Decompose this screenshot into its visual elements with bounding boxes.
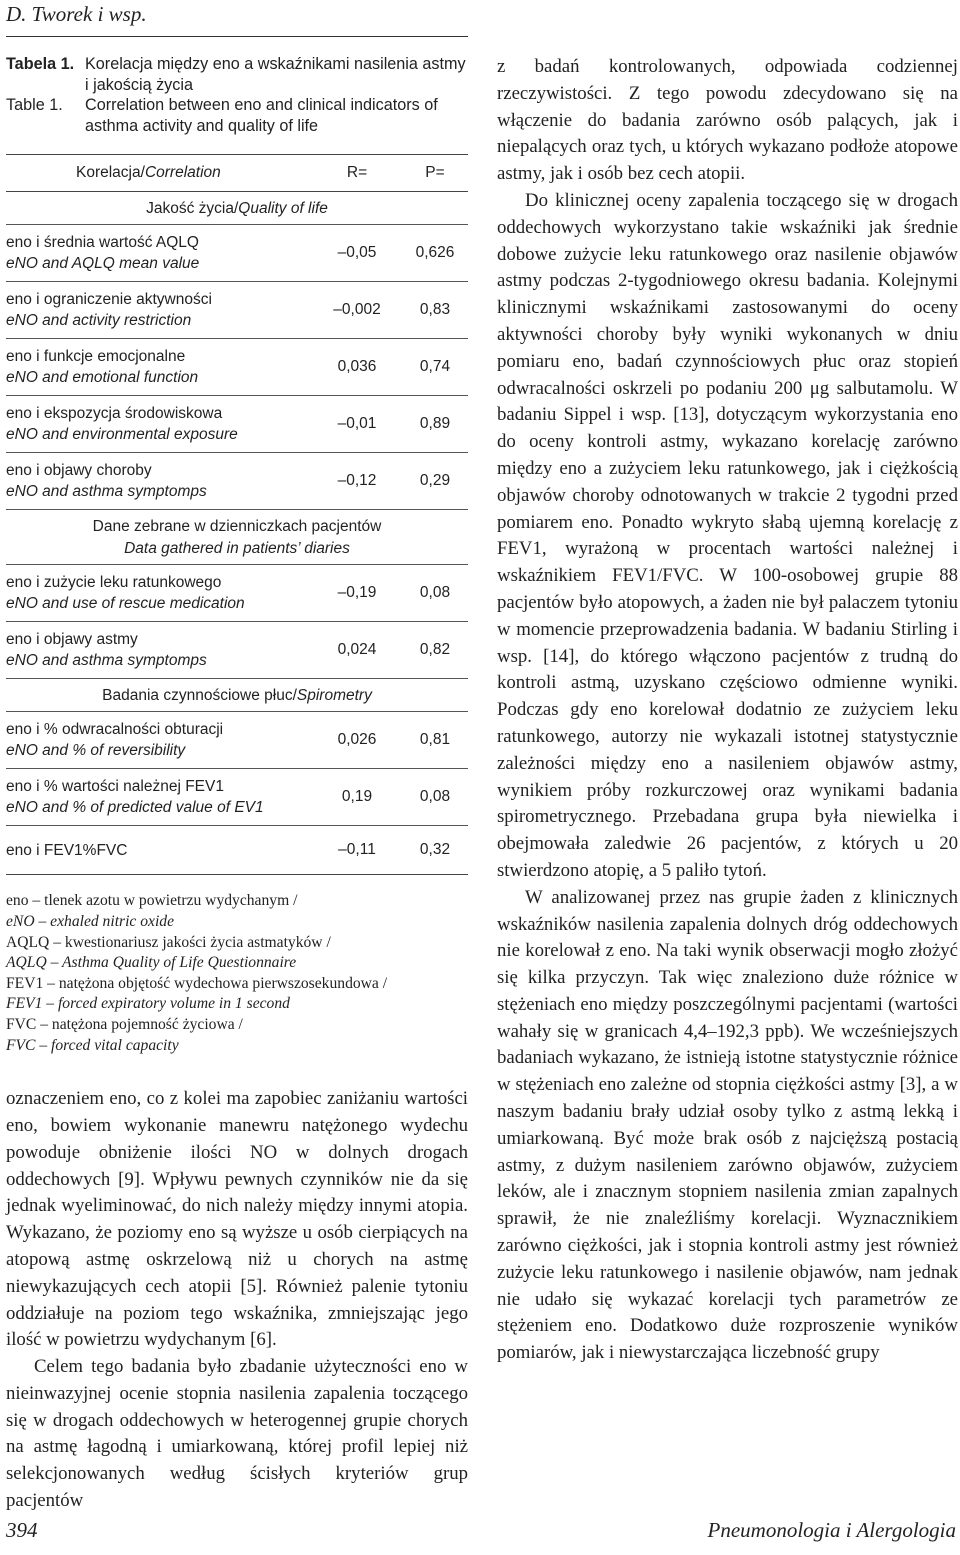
row-label-pl: eno i funkcje emocjonalne	[6, 348, 186, 366]
paragraph: oznaczeniem eno, co z kolei ma zapobiec zaniżaniu wartości eno, bowiem wykonanie manewru natężonego wydechu powoduje obniżenie ilości NO w dolnych drogach oddechowych [9]. Wpływu pewnych czynników nie da się jednak wyeliminować, do nich należy między innymi atopia. Wykazano, że poziomy eno są wyższe u osób cierpiących na atopową astmę oskrzelową niż u chorych na astmę niewykazujących cech atopii [5]. Również palenie tytoniu oddziałuje na poziom tego wskaźnika, zmniejszając jego ilość w powietrzu wydychanym [6].	[6, 1088, 468, 1351]
journal-name: Pneumonologia i Alergologia	[707, 1518, 956, 1542]
abbreviation-en: FVC – forced vital capacity	[6, 1036, 179, 1054]
row-label-en: eNO and emotional function	[6, 369, 199, 387]
table-row	[6, 621, 468, 678]
row-label-pl: eno i % odwracalności obturacji	[6, 721, 224, 739]
row-label-pl: eno i średnia wartość AQLQ	[6, 234, 199, 252]
row-label: eno i FEV1%FVC	[6, 841, 128, 859]
section-diaries	[6, 509, 468, 564]
running-head: D. Tworek i wsp.	[6, 2, 147, 26]
right-column	[497, 54, 958, 1367]
table-row	[6, 564, 468, 621]
row-r-value: –0,002	[333, 301, 381, 319]
section3-pl: Badania czynnościowe płuc/	[102, 687, 297, 705]
caption-pl-text: Korelacja między eno a wskaźnikami nasilenia astmy i jakością życia	[85, 55, 466, 94]
row-p-value: 0,626	[415, 244, 455, 262]
caption-en-label: Table 1.	[6, 96, 63, 115]
right-body-text	[497, 54, 958, 1367]
row-label	[6, 625, 312, 675]
table-row	[6, 224, 468, 281]
row-r-value: 0,19	[341, 788, 373, 806]
page-number: 394	[6, 1518, 38, 1542]
paragraph: Do klinicznej oceny zapalenia toczącego się w drogach oddechowych wykorzystano takie wskaźniki jak średnie dobowe zużycie leku ratunkowego oraz nasilenie objawów astmy podczas 2-tygodniowego okresu badania. Kolejnymi klinicznymi wskaźnikami zastosowanymi do oceny aktywności choroby były wyniki wykonanych w dniu pomiaru eno, badań czynnościowych płuc oraz stopień odwracalności oskrzeli po podaniu 200 μg salbutamolu. W badaniu Sippel i wsp. [13], dotyczącym wykorzystania eno do oceny kontroli astmy, wykazano korelację zarówno między eno a zużyciem leku ratunkowego, jak i ciężkością objawów choroby odnotowanych w trakcie 2 tygodni przed pomiarem eno. Ponadto wykryto słabą ujemną korelację z FEV1, wyrażoną w procentach wartości należnej i wskaźnikiem FEV1/FVC. W 100-osobowej grupie 88 pacjentów było atopowych, a żaden nie był palaczem tytoniu w momencie przeprowadzenia badania. W badaniu Stirling i wsp. [14], do którego włączono pacjentów z trudną do kontroli astmą, uzyskano częściowo odmienne wyniki. Podczas gdy eno korelował dodatnio ze zużyciem leku ratunkowego, autorzy nie wykazali istotnej statystycznie zależności między eno a nasileniem objawów astmy, wynikiem próby rozkurczowej oraz wynikami badania spirometrycznego. Przebadana grupa była niewielka i obejmowała zaledwie 26 pacjentów, z których u 20 stwierdzono atopię, a 5 paliło tytoń.	[497, 189, 958, 881]
caption-en	[6, 95, 468, 136]
table-row	[6, 281, 468, 338]
section2-pl: Dane zebrane w dzienniczkach pacjentów	[92, 518, 382, 536]
row-label-pl: eno i zużycie leku ratunkowego	[6, 574, 222, 592]
row-r-value: –0,12	[337, 472, 377, 490]
row-p-value: 0,08	[419, 584, 451, 602]
header-p: P=	[425, 164, 445, 182]
row-r-value: –0,01	[337, 415, 377, 433]
row-p-value: 0,89	[419, 415, 451, 433]
table-bottom-rule	[6, 874, 468, 875]
row-p-value: 0,08	[419, 788, 451, 806]
row-p-value: 0,81	[419, 731, 451, 749]
abbreviation-en: FEV1 – forced expiratory volume in 1 second	[6, 995, 290, 1013]
paragraph: z badań kontrolowanych, odpowiada codziennej rzeczywistości. Z tego powodu zdecydowano się na włączenie do badania zarówno osób palących, jak i niepalących oraz tych, u których wykazano podłoże atopowe astmy, jak i osób bez cech atopii.	[497, 56, 958, 185]
caption-pl-label: Tabela 1.	[6, 55, 75, 73]
row-r-value: 0,026	[337, 731, 377, 749]
row-r-value: –0,05	[337, 244, 377, 262]
table-row	[6, 452, 468, 509]
paragraph: Celem tego badania było zbadanie użyteczności eno w nieinwazyjnej ocenie stopnia nasilenia zapalenia toczącego się w drogach oddechowych w heterogennej grupie chorych na astmę łagodną i umiarkowaną, której profil lepiej niż selekcjonowanych według ścisłych kryteriów grup pacjentów	[6, 1356, 468, 1512]
left-body-text	[6, 1086, 468, 1515]
row-label-en: eNO and asthma symptomps	[6, 483, 207, 501]
section2-en: Data gathered in patients’ diaries	[124, 540, 350, 558]
row-label	[6, 228, 312, 278]
row-r-value: –0,19	[337, 584, 377, 602]
row-p-value: 0,83	[419, 301, 451, 319]
row-p-value: 0,29	[419, 472, 451, 490]
row-label-en: eNO and asthma symptomps	[6, 652, 207, 670]
table-row	[6, 711, 468, 768]
row-r-value: –0,11	[338, 841, 376, 859]
row-label	[6, 772, 312, 822]
header-correlation-en: Correlation	[144, 164, 221, 182]
row-p-value: 0,82	[419, 641, 451, 659]
paragraph: W analizowanej przez nas grupie żaden z klinicznych wskaźników nasilenia zapalenia dolnych dróg oddechowych nie korelował z eno. Na taki wynik obserwacji mogło złożyć się kilka przyczyn. Tak więc znaleziono duże różnice w stężeniach eno między poszczególnymi pacjentami (wartości wahały się w granicach 4,4–192,3 ppb). We wcześniejszych badaniach wykazano, że istnieją istotne statystycznie różnice w stężeniach eno zależne od stopnia ciężkości astmy [3], a w naszym badaniu brały udział osoby tylko z astmą lekką i umiarkowaną. Być może brak osób z najcięższą postacią astmy, z dużym nasileniem zarówno objawów, zużyciem leków, ale i znacznym stopniem nasilenia zmian zapalnych sprawił, że nie znaleźliśmy korelacji. Wyznacznikiem zarówno ciężkości, jak i stopnia kontroli astmy jest również zużycie leku ratunkowego i nasilenie objawów, nam jednak nie udało się wykazać korelacji tych parametrów ze stężeniem eno. Dodatkowo duże rozproszenie wyników pomiarów, jak i niewystarczająca liczebność grupy	[497, 886, 958, 1364]
table-row	[6, 395, 468, 452]
correlation-table	[6, 154, 468, 875]
left-column	[6, 54, 468, 1515]
abbreviation-pl: FEV1 – natężona objętość wydechowa pierwszosekundowa /	[6, 974, 388, 992]
row-r-value: 0,024	[337, 641, 377, 659]
row-label	[6, 399, 312, 449]
row-p-value: 0,74	[419, 358, 451, 376]
header-rule	[6, 36, 468, 37]
section-spirometry	[6, 678, 468, 711]
section3-en: Spirometry	[296, 687, 372, 705]
row-label-pl: eno i ekspozycja środowiskowa	[6, 405, 223, 423]
row-label	[6, 285, 312, 335]
abbreviation-pl: AQLQ – kwestionariusz jakości życia astmatyków /	[6, 933, 331, 951]
row-label-pl: eno i objawy astmy	[6, 631, 138, 649]
row-label-en: eNO and activity restriction	[6, 312, 192, 330]
row-label-en: eNO and AQLQ mean value	[6, 255, 200, 273]
table-row	[6, 825, 468, 874]
abbreviation-en: AQLQ – Asthma Quality of Life Questionnaire	[6, 954, 297, 972]
abbreviation-pl: FVC – natężona pojemność życiowa /	[6, 1015, 243, 1033]
row-label-en: eNO and environmental exposure	[6, 426, 238, 444]
section3-rows	[6, 711, 468, 825]
abbreviation-pl: eno – tlenek azotu w powietrzu wydychanym /	[6, 892, 298, 910]
abbreviations-list	[6, 891, 468, 1056]
caption-pl	[6, 54, 468, 95]
row-label-pl: eno i ograniczenie aktywności	[6, 291, 212, 309]
header-correlation-pl: Korelacja/	[76, 164, 145, 182]
row-label	[6, 715, 312, 765]
row-label-pl: eno i objawy choroby	[6, 462, 152, 480]
caption-en-text: Correlation between eno and clinical indicators of asthma activity and quality of life	[85, 96, 438, 135]
row-r-value: 0,036	[337, 358, 377, 376]
section1-pl: Jakość życia/	[146, 200, 239, 218]
row-label	[6, 342, 312, 392]
section2-rows	[6, 564, 468, 678]
row-label-en: eNO and % of reversibility	[6, 742, 186, 760]
row-label-en: eNO and % of predicted value of EV1	[6, 799, 264, 817]
section1-en: Quality of life	[238, 200, 328, 218]
row-label	[6, 456, 312, 506]
row-p-value: 0,32	[419, 841, 451, 859]
row-label-en: eNO and use of rescue medication	[6, 595, 245, 613]
table-row	[6, 338, 468, 395]
header-r: R=	[346, 164, 368, 182]
row-label	[6, 568, 312, 618]
abbreviation-en: eNO – exhaled nitric oxide	[6, 912, 175, 930]
row-label-pl: eno i % wartości należnej FEV1	[6, 778, 224, 796]
table-row	[6, 768, 468, 825]
table-header	[6, 155, 468, 191]
section1-rows	[6, 224, 468, 509]
header-correlation	[6, 164, 312, 182]
table-caption	[6, 54, 468, 136]
section-quality-of-life	[6, 192, 468, 224]
